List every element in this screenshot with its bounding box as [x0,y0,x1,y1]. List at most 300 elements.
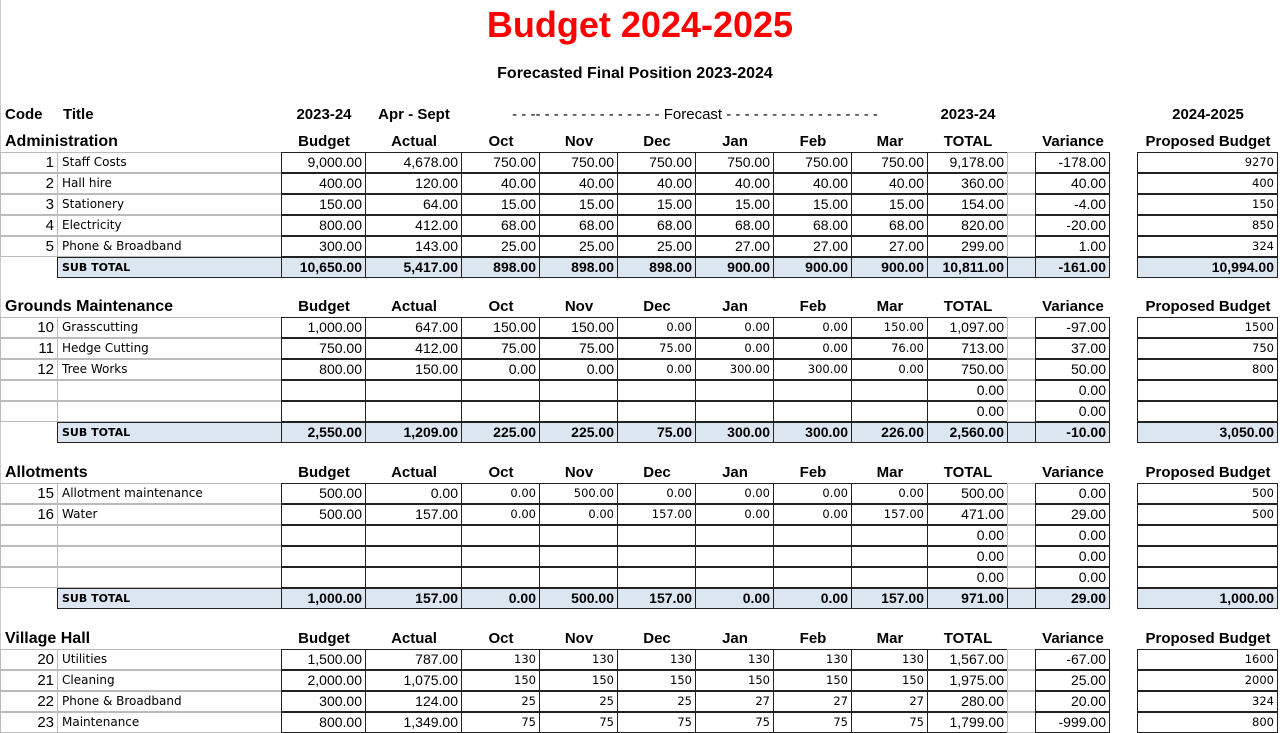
cell-oct[interactable] [461,525,540,546]
cell-oct[interactable]: 150.00 [461,317,540,338]
cell-oct[interactable]: 68.00 [461,215,540,236]
cell-jan[interactable]: 27.00 [695,236,774,257]
cell-feb[interactable]: 27.00 [773,236,852,257]
row-code[interactable] [0,401,58,422]
column-header-budget: Budget [298,630,350,647]
cell-proposed[interactable]: 750 [1137,338,1278,359]
cell-dec[interactable]: 25 [617,691,696,712]
cell-dec[interactable]: 68.00 [617,215,696,236]
cell-jan[interactable]: 0.00 [695,504,774,525]
cell-jan[interactable]: 150 [695,670,774,691]
row-title[interactable]: Stationery [57,194,282,215]
cell-variance[interactable]: 29.00 [1035,504,1110,525]
cell-total[interactable]: 750.00 [927,359,1008,380]
cell-jan[interactable]: 0.00 [695,338,774,359]
cell-oct[interactable]: 15.00 [461,194,540,215]
row-code[interactable]: 20 [0,649,58,670]
row-title[interactable]: Phone & Broadband [57,691,282,712]
row-title[interactable]: Phone & Broadband [57,236,282,257]
cell-mar[interactable]: 150.00 [851,317,928,338]
cell-actual[interactable]: 1,075.00 [365,670,462,691]
cell-variance[interactable]: -20.00 [1035,215,1110,236]
cell-variance[interactable]: 0.00 [1035,567,1110,588]
cell-proposed[interactable]: 500 [1137,504,1278,525]
cell-mar[interactable]: 150 [851,670,928,691]
cell-nov[interactable] [539,546,618,567]
cell-dec[interactable] [617,546,696,567]
cell-proposed[interactable] [1137,380,1278,401]
row-code[interactable]: 3 [0,194,58,215]
column-header-dec: Dec [643,630,671,647]
cell-budget[interactable] [281,401,366,422]
cell-variance[interactable]: 0.00 [1035,525,1110,546]
cell-variance[interactable]: 1.00 [1035,236,1110,257]
cell-dec[interactable]: 25.00 [617,236,696,257]
cell-total[interactable]: 360.00 [927,173,1008,194]
row-title[interactable] [57,525,282,546]
cell-actual[interactable]: 412.00 [365,215,462,236]
cell-dec[interactable]: 40.00 [617,173,696,194]
cell-gap[interactable] [1007,236,1036,257]
cell-variance[interactable]: 40.00 [1035,173,1110,194]
cell-variance[interactable]: -97.00 [1035,317,1110,338]
cell-budget[interactable]: 300.00 [281,691,366,712]
cell-feb[interactable]: 0.00 [773,317,852,338]
cell-proposed[interactable] [1137,401,1278,422]
cell-variance[interactable]: -178.00 [1035,152,1110,173]
subtotal-nov: 898.00 [539,257,618,278]
cell-oct[interactable] [461,380,540,401]
cell-budget[interactable]: 500.00 [281,483,366,504]
cell-proposed[interactable]: 800 [1137,359,1278,380]
cell-mar[interactable] [851,401,928,422]
row-code[interactable]: 12 [0,359,58,380]
cell-actual[interactable]: 120.00 [365,173,462,194]
cell-budget[interactable]: 9,000.00 [281,152,366,173]
cell-gap[interactable] [1007,567,1036,588]
cell-proposed[interactable]: 2000 [1137,670,1278,691]
cell-gap[interactable] [1007,338,1036,359]
cell-budget[interactable]: 800.00 [281,215,366,236]
cell-budget[interactable] [281,567,366,588]
cell-dec[interactable]: 157.00 [617,504,696,525]
cell-mar[interactable]: 0.00 [851,483,928,504]
cell-mar[interactable] [851,525,928,546]
cell-gap[interactable] [1007,173,1036,194]
row-code[interactable]: 22 [0,691,58,712]
column-header-dec: Dec [643,298,671,315]
row-title[interactable]: Utilities [57,649,282,670]
cell-mar[interactable]: 27.00 [851,236,928,257]
cell-total[interactable]: 9,178.00 [927,152,1008,173]
cell-actual[interactable]: 124.00 [365,691,462,712]
cell-feb[interactable]: 27 [773,691,852,712]
cell-dec[interactable] [617,567,696,588]
cell-proposed[interactable] [1137,567,1278,588]
cell-variance[interactable]: 25.00 [1035,670,1110,691]
cell-total[interactable]: 0.00 [927,525,1008,546]
cell-gap[interactable] [1007,380,1036,401]
cell-feb[interactable]: 68.00 [773,215,852,236]
subtotal-mar: 226.00 [851,422,928,443]
cell-dec[interactable] [617,401,696,422]
cell-nov[interactable]: 25 [539,691,618,712]
cell-budget[interactable]: 1,500.00 [281,649,366,670]
cell-budget[interactable]: 300.00 [281,236,366,257]
row-title[interactable] [57,401,282,422]
subtotal-oct: 898.00 [461,257,540,278]
cell-proposed[interactable]: 400 [1137,173,1278,194]
subtotal-mar: 900.00 [851,257,928,278]
cell-dec[interactable]: 150 [617,670,696,691]
header-title: Title [63,106,94,123]
row-code[interactable] [0,380,58,401]
cell-feb[interactable] [773,546,852,567]
cell-jan[interactable]: 75 [695,712,774,733]
cell-feb[interactable] [773,380,852,401]
cell-total[interactable]: 299.00 [927,236,1008,257]
cell-mar[interactable] [851,567,928,588]
cell-dec[interactable] [617,525,696,546]
cell-oct[interactable]: 25.00 [461,236,540,257]
cell-jan[interactable] [695,567,774,588]
cell-nov[interactable]: 75.00 [539,338,618,359]
cell-total[interactable]: 471.00 [927,504,1008,525]
cell-gap[interactable] [1007,317,1036,338]
cell-proposed[interactable]: 500 [1137,483,1278,504]
cell-gap[interactable] [1007,152,1036,173]
cell-feb[interactable] [773,525,852,546]
cell-mar[interactable]: 68.00 [851,215,928,236]
cell-feb[interactable]: 750.00 [773,152,852,173]
cell-feb[interactable]: 75 [773,712,852,733]
subtotal-jan: 300.00 [695,422,774,443]
cell-variance[interactable]: 20.00 [1035,691,1110,712]
cell-nov[interactable] [539,380,618,401]
row-title[interactable] [57,546,282,567]
row-title[interactable]: Grasscutting [57,317,282,338]
column-header-nov: Nov [564,464,594,481]
cell-proposed[interactable]: 324 [1137,236,1278,257]
row-title[interactable]: Staff Costs [57,152,282,173]
cell-feb[interactable]: 0.00 [773,504,852,525]
header-forecast: - - -- - - - - - - - - - - - - - Forecast - - - - - - - - - - - - - - - - - [512,106,878,123]
cell-budget[interactable]: 800.00 [281,712,366,733]
subtotal-feb: 900.00 [773,257,852,278]
column-header-feb: Feb [799,298,827,315]
cell-total[interactable]: 500.00 [927,483,1008,504]
cell-oct[interactable]: 0.00 [461,483,540,504]
cell-variance[interactable]: -67.00 [1035,649,1110,670]
cell-feb[interactable]: 150 [773,670,852,691]
cell-jan[interactable] [695,546,774,567]
cell-actual[interactable]: 0.00 [365,483,462,504]
row-code[interactable] [0,525,58,546]
cell-gap[interactable] [1007,691,1036,712]
cell-budget[interactable] [281,525,366,546]
subtotal-nov: 225.00 [539,422,618,443]
cell-total[interactable]: 820.00 [927,215,1008,236]
cell-total[interactable]: 1,567.00 [927,649,1008,670]
row-code[interactable]: 23 [0,712,58,733]
cell-nov[interactable]: 25.00 [539,236,618,257]
subtotal-gap [1007,588,1036,609]
cell-actual[interactable] [365,546,462,567]
cell-jan[interactable]: 0.00 [695,317,774,338]
cell-gap[interactable] [1007,194,1036,215]
cell-jan[interactable]: 15.00 [695,194,774,215]
cell-total[interactable]: 1,799.00 [927,712,1008,733]
cell-proposed[interactable]: 9270 [1137,152,1278,173]
cell-dec[interactable]: 750.00 [617,152,696,173]
cell-gap[interactable] [1007,712,1036,733]
subtotal-feb: 300.00 [773,422,852,443]
row-title[interactable]: Allotment maintenance [57,483,282,504]
cell-variance[interactable]: -999.00 [1035,712,1110,733]
column-header-proposed: Proposed Budget [1145,298,1271,315]
cell-jan[interactable]: 300.00 [695,359,774,380]
cell-dec[interactable]: 0.00 [617,317,696,338]
cell-feb[interactable]: 300.00 [773,359,852,380]
cell-proposed[interactable]: 324 [1137,691,1278,712]
row-title[interactable]: Maintenance [57,712,282,733]
cell-budget[interactable] [281,546,366,567]
cell-nov[interactable]: 750.00 [539,152,618,173]
cell-actual[interactable] [365,525,462,546]
cell-oct[interactable] [461,567,540,588]
cell-mar[interactable]: 157.00 [851,504,928,525]
row-title[interactable]: Hall hire [57,173,282,194]
cell-variance[interactable]: 0.00 [1035,380,1110,401]
cell-actual[interactable]: 647.00 [365,317,462,338]
cell-total[interactable]: 1,975.00 [927,670,1008,691]
cell-feb[interactable]: 0.00 [773,338,852,359]
cell-variance[interactable]: 0.00 [1035,546,1110,567]
cell-actual[interactable]: 4,678.00 [365,152,462,173]
cell-gap[interactable] [1007,401,1036,422]
cell-dec[interactable]: 15.00 [617,194,696,215]
cell-mar[interactable]: 27 [851,691,928,712]
row-code[interactable] [0,546,58,567]
column-header-nov: Nov [564,298,594,315]
cell-variance[interactable]: 50.00 [1035,359,1110,380]
subtotal-proposed: 3,050.00 [1137,422,1278,443]
cell-feb[interactable]: 40.00 [773,173,852,194]
row-title[interactable] [57,380,282,401]
cell-proposed[interactable]: 1600 [1137,649,1278,670]
cell-total[interactable]: 0.00 [927,380,1008,401]
row-code[interactable]: 1 [0,152,58,173]
row-code[interactable]: 5 [0,236,58,257]
cell-total[interactable]: 1,097.00 [927,317,1008,338]
cell-gap[interactable] [1007,359,1036,380]
cell-budget[interactable]: 800.00 [281,359,366,380]
cell-total[interactable]: 0.00 [927,567,1008,588]
cell-actual[interactable]: 1,349.00 [365,712,462,733]
cell-mar[interactable]: 0.00 [851,359,928,380]
cell-oct[interactable]: 40.00 [461,173,540,194]
column-header-jan: Jan [722,630,748,647]
cell-oct[interactable]: 75.00 [461,338,540,359]
cell-mar[interactable]: 130 [851,649,928,670]
cell-nov[interactable] [539,401,618,422]
cell-budget[interactable]: 150.00 [281,194,366,215]
cell-proposed[interactable] [1137,546,1278,567]
row-code[interactable]: 16 [0,504,58,525]
row-title[interactable]: Tree Works [57,359,282,380]
cell-nov[interactable]: 500.00 [539,483,618,504]
cell-budget[interactable]: 500.00 [281,504,366,525]
row-code[interactable]: 10 [0,317,58,338]
cell-gap[interactable] [1007,504,1036,525]
cell-budget[interactable]: 400.00 [281,173,366,194]
cell-gap[interactable] [1007,525,1036,546]
cell-nov[interactable]: 0.00 [539,504,618,525]
cell-proposed[interactable] [1137,525,1278,546]
cell-mar[interactable] [851,380,928,401]
cell-mar[interactable]: 40.00 [851,173,928,194]
cell-actual[interactable] [365,380,462,401]
subtotal-budget: 1,000.00 [281,588,366,609]
header-code: Code [5,106,43,123]
cell-oct[interactable]: 750.00 [461,152,540,173]
column-header-actual: Actual [391,464,437,481]
cell-jan[interactable]: 750.00 [695,152,774,173]
cell-oct[interactable]: 75 [461,712,540,733]
cell-gap[interactable] [1007,670,1036,691]
cell-mar[interactable]: 15.00 [851,194,928,215]
cell-budget[interactable]: 750.00 [281,338,366,359]
cell-oct[interactable]: 0.00 [461,504,540,525]
cell-nov[interactable] [539,567,618,588]
section-title: Grounds Maintenance [5,298,174,315]
cell-actual[interactable]: 150.00 [365,359,462,380]
cell-nov[interactable]: 0.00 [539,359,618,380]
row-title[interactable]: Cleaning [57,670,282,691]
cell-jan[interactable]: 130 [695,649,774,670]
cell-feb[interactable] [773,567,852,588]
cell-oct[interactable] [461,401,540,422]
header-actual-period: Apr - Sept [378,106,450,123]
cell-actual[interactable]: 143.00 [365,236,462,257]
cell-nov[interactable]: 15.00 [539,194,618,215]
cell-mar[interactable]: 75 [851,712,928,733]
cell-dec[interactable]: 0.00 [617,359,696,380]
cell-total[interactable]: 154.00 [927,194,1008,215]
cell-jan[interactable] [695,525,774,546]
cell-feb[interactable]: 130 [773,649,852,670]
column-header-proposed: Proposed Budget [1145,133,1271,150]
column-header-proposed: Proposed Budget [1145,630,1271,647]
cell-actual[interactable]: 157.00 [365,504,462,525]
cell-oct[interactable]: 0.00 [461,359,540,380]
cell-budget[interactable] [281,380,366,401]
column-header-variance: Variance [1042,464,1104,481]
cell-oct[interactable]: 25 [461,691,540,712]
cell-dec[interactable]: 75.00 [617,338,696,359]
cell-nov[interactable]: 75 [539,712,618,733]
cell-actual[interactable] [365,401,462,422]
row-title[interactable]: Hedge Cutting [57,338,282,359]
cell-jan[interactable]: 68.00 [695,215,774,236]
row-title[interactable] [57,567,282,588]
cell-gap[interactable] [1007,649,1036,670]
row-code[interactable] [0,567,58,588]
cell-total[interactable]: 0.00 [927,401,1008,422]
cell-dec[interactable]: 75 [617,712,696,733]
cell-mar[interactable] [851,546,928,567]
row-code[interactable]: 2 [0,173,58,194]
column-header-feb: Feb [799,464,827,481]
cell-variance[interactable]: -4.00 [1035,194,1110,215]
cell-jan[interactable] [695,401,774,422]
cell-dec[interactable]: 130 [617,649,696,670]
cell-oct[interactable]: 150 [461,670,540,691]
cell-nov[interactable] [539,525,618,546]
cell-budget[interactable]: 1,000.00 [281,317,366,338]
cell-nov[interactable]: 150 [539,670,618,691]
cell-total[interactable]: 0.00 [927,546,1008,567]
cell-oct[interactable] [461,546,540,567]
cell-variance[interactable]: 0.00 [1035,483,1110,504]
cell-proposed[interactable]: 1500 [1137,317,1278,338]
cell-feb[interactable]: 15.00 [773,194,852,215]
subtotal-dec: 75.00 [617,422,696,443]
cell-nov[interactable]: 40.00 [539,173,618,194]
cell-proposed[interactable]: 800 [1137,712,1278,733]
subtotal-budget: 10,650.00 [281,257,366,278]
cell-nov[interactable]: 150.00 [539,317,618,338]
cell-actual[interactable]: 64.00 [365,194,462,215]
cell-mar[interactable]: 750.00 [851,152,928,173]
cell-proposed[interactable]: 850 [1137,215,1278,236]
cell-gap[interactable] [1007,546,1036,567]
cell-jan[interactable]: 0.00 [695,483,774,504]
cell-mar[interactable]: 76.00 [851,338,928,359]
row-code[interactable]: 21 [0,670,58,691]
cell-actual[interactable]: 412.00 [365,338,462,359]
cell-jan[interactable]: 40.00 [695,173,774,194]
cell-feb[interactable]: 0.00 [773,483,852,504]
row-title[interactable]: Electricity [57,215,282,236]
cell-gap[interactable] [1007,483,1036,504]
row-title[interactable]: Water [57,504,282,525]
row-code[interactable]: 15 [0,483,58,504]
cell-total[interactable]: 713.00 [927,338,1008,359]
cell-actual[interactable]: 787.00 [365,649,462,670]
cell-oct[interactable]: 130 [461,649,540,670]
column-header-mar: Mar [876,464,904,481]
cell-actual[interactable] [365,567,462,588]
cell-variance[interactable]: 0.00 [1035,401,1110,422]
cell-nov[interactable]: 130 [539,649,618,670]
cell-dec[interactable]: 0.00 [617,483,696,504]
cell-proposed[interactable]: 150 [1137,194,1278,215]
subtotal-jan: 900.00 [695,257,774,278]
row-code[interactable]: 4 [0,215,58,236]
cell-gap[interactable] [1007,215,1036,236]
cell-budget[interactable]: 2,000.00 [281,670,366,691]
document-title: Budget 2024-2025 [486,4,794,45]
cell-variance[interactable]: 37.00 [1035,338,1110,359]
cell-jan[interactable] [695,380,774,401]
row-code[interactable]: 11 [0,338,58,359]
cell-dec[interactable] [617,380,696,401]
cell-feb[interactable] [773,401,852,422]
cell-nov[interactable]: 68.00 [539,215,618,236]
cell-jan[interactable]: 27 [695,691,774,712]
cell-total[interactable]: 280.00 [927,691,1008,712]
